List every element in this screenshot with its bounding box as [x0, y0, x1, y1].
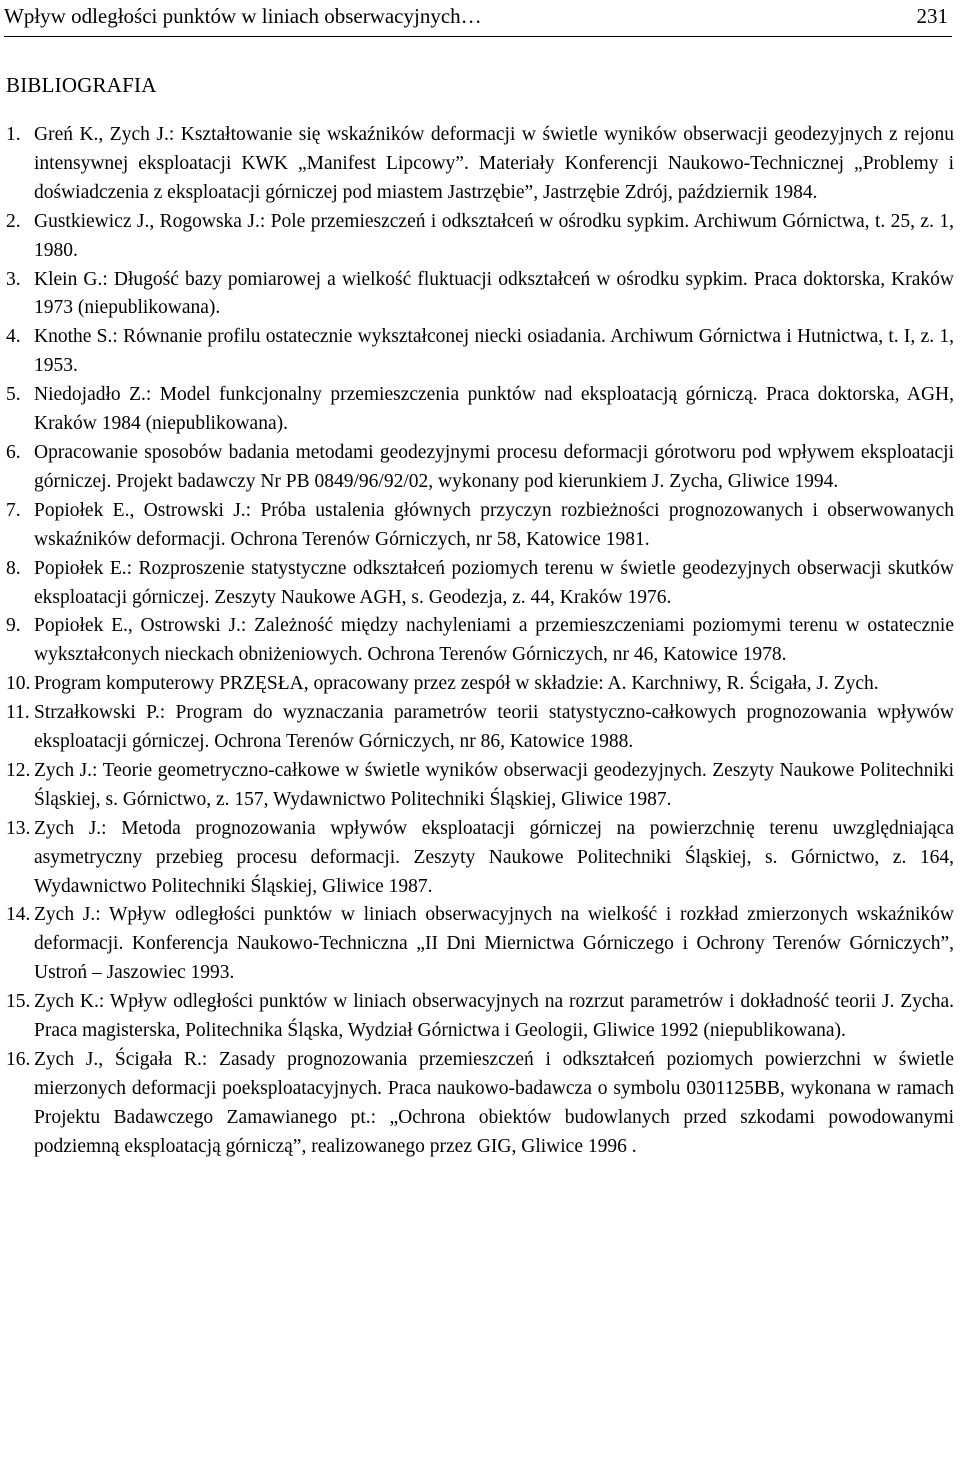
reference-number: 7.	[6, 499, 21, 521]
reference-list	[6, 121, 954, 1162]
running-title: Wpływ odległości punktów w liniach obserwacyjnych…	[4, 4, 482, 28]
reference-text: Knothe S.: Równanie profilu ostatecznie wykształconej niecki osiadania. Archiwum Górnictwa i Hutnictwa, t. I, z. 1, 1953.	[34, 326, 954, 377]
reference-item	[6, 815, 954, 902]
reference-text: Zych J., Ścigała R.: Zasady prognozowania przemieszczeń i odkształceń poziomych powierzchni w świetle mierzonych deformacji poeksploatacyjnych. Praca naukowo-badawcza o symbolu 0301125BB, wykonana w ramach Projektu Badawczego Zamawianego pt.: „Ochrona obiektów budowlanych przed szkodami powodowanymi podziemną eksploatacją górniczą”, realizowanego przez GIG, Gliwice 1996 .	[34, 1049, 954, 1157]
reference-number: 16.	[6, 1049, 31, 1070]
reference-text: Niedojadło Z.: Model funkcjonalny przemieszczenia punktów nad eksploatacją górniczą. Praca doktorska, AGH, Kraków 1984 (niepublikowana).	[34, 384, 954, 435]
reference-item	[6, 266, 954, 324]
reference-number: 8.	[6, 557, 21, 579]
reference-number: 15.	[6, 991, 31, 1013]
reference-item	[6, 121, 954, 208]
reference-text: Popiołek E.: Rozproszenie statystyczne odkształceń poziomych terenu w świetle geodezyjnych obserwacji skutków eksploatacji górniczej. Zeszyty Naukowe AGH, s. Geodezja, z. 44, Kraków 1976.	[34, 557, 954, 608]
reference-number: 14.	[6, 904, 31, 926]
reference-number: 5.	[6, 384, 21, 406]
reference-text: Zych J.: Metoda prognozowania wpływów eksploatacji górniczej na powierzchnię terenu uwzględniająca asymetryczny przebieg procesu deformacji. Zeszyty Naukowe Politechniki Śląskiej, s. Górnictwo, z. 164, Wydawnictwo Politechniki Śląskiej, Gliwice 1987.	[34, 817, 954, 897]
reference-text: Opracowanie sposobów badania metodami geodezyjnymi procesu deformacji górotworu pod wpływem eksploatacji górniczej. Projekt badawczy Nr PB 0849/96/92/02, wykonany pod kierunkiem J. Zycha, Gliwice 1994.	[34, 441, 954, 492]
reference-number: 1.	[6, 124, 21, 145]
reference-item	[6, 1046, 954, 1162]
reference-item	[6, 497, 954, 555]
reference-number: 13.	[6, 817, 31, 839]
reference-item	[6, 612, 954, 670]
reference-item	[6, 757, 954, 815]
reference-item	[6, 439, 954, 497]
reference-number: 11.	[6, 702, 30, 724]
reference-item	[6, 555, 954, 613]
running-header	[4, 0, 952, 37]
reference-text: Zych K.: Wpływ odległości punktów w liniach obserwacyjnych na rozrzut parametrów i dokładność teorii J. Zycha. Praca magisterska, Politechnika Śląska, Wydział Górnictwa i Geologii, Gliwice 1992 (niepublikowana).	[34, 991, 954, 1042]
reference-item	[6, 323, 954, 381]
reference-number: 12.	[6, 759, 31, 781]
reference-text: Popiołek E., Ostrowski J.: Zależność między nachyleniami a przemieszczeniami poziomymi terenu w ostatecznie wykształconych nieckach obniżeniowych. Ochrona Terenów Górniczych, nr 46, Katowice 1978.	[34, 615, 954, 666]
reference-text: Program komputerowy PRZĘSŁA, opracowany przez zespół w składzie: A. Karchniwy, R. Ścigała, J. Zych.	[34, 673, 879, 695]
reference-text: Zych J.: Teorie geometryczno-całkowe w świetle wyników obserwacji geodezyjnych. Zeszyty Naukowe Politechniki Śląskiej, s. Górnictwo, z. 157, Wydawnictwo Politechniki Śląskiej, Gliwice 1987.	[34, 759, 954, 810]
reference-text: Greń K., Zych J.: Kształtowanie się wskaźników deformacji w świetle wyników obserwacji geodezyjnych z rejonu intensywnej eksploatacji KWK „Manifest Lipcowy”. Materiały Konferencji Naukowo-Technicznej „Problemy i doświadczenia z eksploatacji górniczej pod miastem Jastrzębie”, Jastrzębie Zdrój, październik 1984.	[34, 124, 954, 203]
reference-number: 3.	[6, 268, 21, 290]
reference-text: Gustkiewicz J., Rogowska J.: Pole przemieszczeń i odkształceń w ośrodku sypkim. Archiwum Górnictwa, t. 25, z. 1, 1980.	[34, 210, 954, 261]
reference-text: Zych J.: Wpływ odległości punktów w liniach obserwacyjnych na wielkość i rozkład zmierzonych wskaźników deformacji. Konferencja Naukowo-Techniczna „II Dni Miernictwa Górniczego i Ochrony Terenów Górniczych”, Ustroń – Jaszowiec 1993.	[34, 904, 954, 984]
reference-text: Strzałkowski P.: Program do wyznaczania parametrów teorii statystyczno-całkowych prognozowania wpływów eksploatacji górniczej. Ochrona Terenów Górniczych, nr 86, Katowice 1988.	[34, 702, 954, 753]
reference-text: Klein G.: Długość bazy pomiarowej a wielkość fluktuacji odkształceń w ośrodku sypkim. Praca doktorska, Kraków 1973 (niepublikowana).	[34, 268, 954, 319]
reference-number: 6.	[6, 441, 21, 463]
reference-number: 10.	[6, 673, 31, 695]
reference-item	[6, 208, 954, 266]
reference-text: Popiołek E., Ostrowski J.: Próba ustalenia głównych przyczyn rozbieżności prognozowanych i obserwowanych wskaźników deformacji. Ochrona Terenów Górniczych, nr 58, Katowice 1981.	[34, 499, 954, 550]
section-title: BIBLIOGRAFIA	[6, 73, 157, 97]
reference-item	[6, 699, 954, 757]
reference-item	[6, 670, 954, 699]
reference-number: 2.	[6, 210, 21, 232]
reference-item	[6, 901, 954, 988]
reference-number: 4.	[6, 326, 21, 348]
reference-item	[6, 988, 954, 1046]
reference-number: 9.	[6, 615, 21, 637]
reference-item	[6, 381, 954, 439]
page-number: 231	[916, 4, 948, 28]
